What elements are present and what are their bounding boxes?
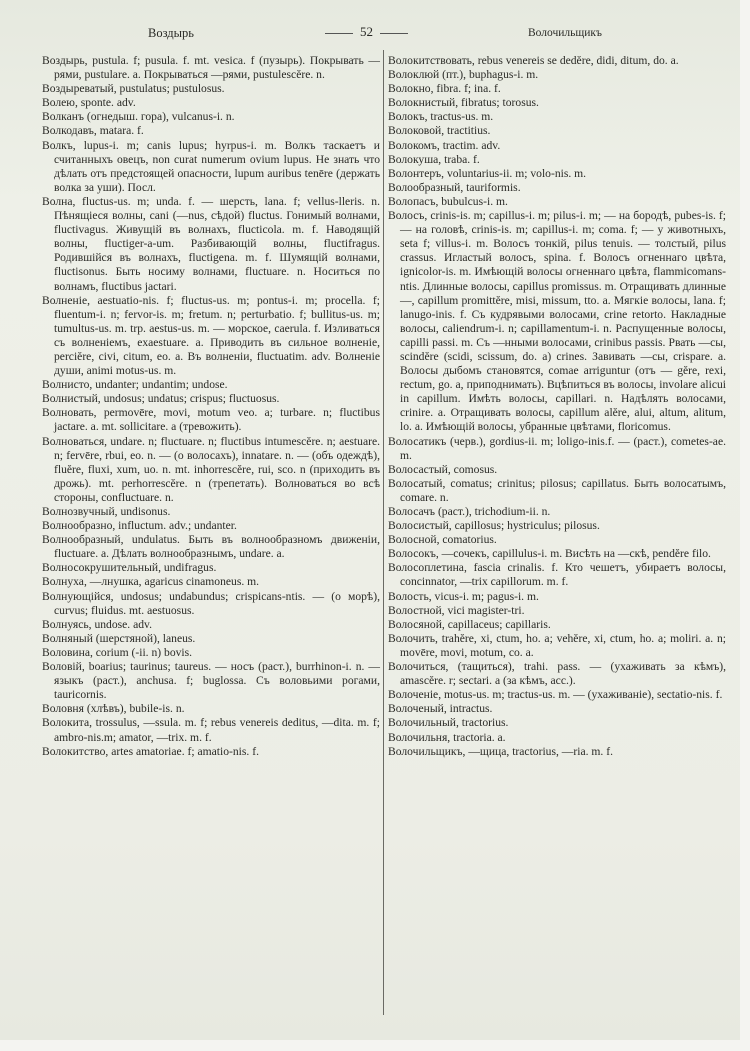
dictionary-entry: Волнистый, undosus; undatus; crispus; fluctuosus. [42, 392, 280, 406]
column-divider [383, 50, 384, 1015]
dictionary-entry: Волокуша, traba. f. [388, 152, 480, 166]
dictionary-entry: Волняный (шерстяной), laneus. [42, 631, 196, 645]
right-guideword: Волочильщикъ [528, 27, 602, 39]
dictionary-entry: Волость, vicus-i. m; pagus-i. m. [388, 589, 539, 603]
dictionary-entry: Воловня (хлѣвъ), bubile-is. n. [42, 702, 185, 716]
dictionary-entry: Воздырь, pustula. f; pusula. f. mt. vesica. f (пузырь). Покрывать —рями, pustulare. a. Покрываться —рями, pustulescĕre. n. [42, 54, 380, 82]
dictionary-entry: Волканъ (огнедыш. гора), vulcanus-i. n. [42, 110, 235, 124]
page-number: 52 [360, 24, 373, 39]
rule-left [325, 33, 353, 34]
dictionary-entry: Волокно, fibra. f; ina. f. [388, 82, 501, 96]
dictionary-entry: Волочильня, tractoria. a. [388, 730, 506, 744]
dictionary-entry: Волнисто, undanter; undantim; undose. [42, 378, 228, 392]
dictionary-entry: Волокъ, tractus-us. m. [388, 110, 494, 124]
page-bottom-margin [0, 1040, 750, 1051]
dictionary-entry: Волочиться, (тащиться), trahi. pass. — (ухаживать за кѣмъ), amascĕre. r; sectari. a (за кѣмъ, acc.). [388, 660, 726, 688]
left-column [42, 54, 380, 759]
dictionary-entry: Волосачъ (раст.), trichodium-ii. n. [388, 505, 551, 518]
dictionary-entry: Волосастый, comosus. [388, 462, 498, 476]
page-number-block [318, 24, 415, 40]
dictionary-entry: Волкодавъ, matara. f. [42, 124, 144, 138]
dictionary-entry: Волосъ, crinis-is. m; capillus-i. m; pilus-i. m; — на бородѣ, pubes-is. f; — на головѣ, crinis-is. m; capillus-i. m; coma. f; — у животныхъ, seta f; villus-i. m. Волосъ тонкій, pilus tenuis. — толстый, pilus crassus. Игластый волосъ, spina. f. Волосъ огненнаго цвѣта, ignicolor-is. m. Имѣющій волосы огненнаго цвѣта, flammicomans-ntis. Длинные волосы, capillus promissus. m. Отращивать длинные —, capillum promittĕre, misi, missum, tto. a. Мягкіе волосы, lana. f; lanugo-inis. f. Съ кудрявыми волосами, crine retorto. Накладные волосы, caliendrum-i. n; capillamentum-i. n. Распущенные волосы, capilli passi. m. Съ —нными волосами, crinibus passis. Рвать —сы, scindĕre (scidi, scissum, do. a) crines. Завивать —сы, crispare. a. Волосы дыбомъ становятся, comae arriguntur (отъ — gĕre, rexi, rectum, go. a, приподнимать). Вцѣпиться въ волосы, involare alicui in capillum. Имѣть волосы, capillari. n. Надѣлять волосами, crinire. a. Отращивать волосы, capillum alĕre, alui, altum, alitum, lo. a. Имѣющій волосы, убранные цвѣтами, floricomus. [388, 209, 726, 434]
dictionary-entry: Волокитствовать, rebus venereis se dedĕre, didi, ditum, do. a. [388, 54, 679, 67]
dictionary-entry: Волоклюй (пт.), buphagus-i. m. [388, 68, 539, 82]
page-header [0, 18, 740, 42]
dictionary-entry: Волосной, comatorius. [388, 533, 497, 547]
dictionary-entry: Волочильщикъ, —щица, tractorius, —ria. m. f. [388, 744, 613, 758]
dictionary-entry: Волокнистый, fibratus; torosus. [388, 96, 539, 110]
dictionary-entry: Волкъ, lupus-i. m; canis lupus; hyrpus-i. m. Волкъ таскаетъ и считанныхъ овецъ, non curat numerum ovium lupus. Не знать что дѣлать отъ предстоящей опасности, lupum auribus tenēre (держать волка за уши). Посл. [42, 138, 380, 194]
dictionary-entry: Воловій, boarius; taurinus; taureus. — носъ (раст.), burrhinon-i. n. — языкъ (раст.), anchusa. f; buglossa. Съ воловьими рогами, tauricornis. [42, 660, 380, 702]
dictionary-entry: Волочить, trahĕre, xi, ctum, ho. a; vehĕre, xi, ctum, ho. a; moliri. a. n; movēre, movi, motum, co. a. [388, 631, 726, 659]
dictionary-entry: Волненіе, aestuatio-nis. f; fluctus-us. m; pontus-i. m; procella. f; fluentum-i. n; fervor-is. m; fretum. n; perturbatio. f; bullitus-us. m; tumultus-us. m. trp. aestus-us. m. — морское, caerula. f. Изливаться съ волненіемъ, exaestuare. a. Приводить въ сильное волненіе, perciĕre, civi, citum, eo. a. Въ волненіи, fluctuatim. adv. Волненіе души, animi motus-us. m. [42, 293, 380, 378]
dictionary-entry: Волоковой, tractitius. [388, 124, 491, 138]
dictionary-entry: Волна, fluctus-us. m; unda. f. — шерсть, lana. f; vellus-lleris. n. Пѣнящіеся волны, cani (—nus, сѣдой) fluctus. Гонимый волнами, fluctivagus. Живущій въ волнахъ, flucticola. m. f. Наводящій волны, fluctiger-a-um. Разбивающій волны, fluctifragus. Родившійся въ волнахъ, fluctigena. m. f. Шумящій волнами, fluctisonus. Быть носиму волнами, fluctuare. n. Носиться по волнамъ, fluctibus jactari. [42, 194, 380, 293]
dictionary-entry: Волнуха, —лнушка, agaricus cinamoneus. m. [42, 575, 260, 589]
dictionary-entry: Волноваться, undare. n; fluctuare. n; fluctibus intumescĕre. n; aestuare. n; fervēre, rbui, eo. n. — (о волосахъ), innatare. n. — (объ одеждѣ), fluĕre, fluxi, xum, uo. n. mt. inhorrescĕre, rui, sco. n (приходить въ дрожь). mt. perhorrescĕre. n (трепетать). Волноваться во всѣ стороны, confluctuare. n. [42, 434, 380, 504]
dictionary-entry: Волею, sponte. adv. [42, 96, 136, 110]
dictionary-entry: Воловина, corium (-ii. n) bovis. [42, 645, 193, 659]
dictionary-entry: Волновать, permovēre, movi, motum veo. a; turbare. n; fluctibus jactare. a. mt. sollicitare. a (тревожить). [42, 406, 380, 434]
dictionary-entry: Волнуясь, undose. adv. [42, 617, 152, 631]
dictionary-entry: Воздыреватый, pustulatus; pustulosus. [42, 82, 225, 96]
dictionary-entry: Волосокъ, —сочекъ, capillulus-i. m. Висѣть на —скѣ, pendĕre filo. [388, 547, 711, 561]
dictionary-entry: Волочильный, tractorius. [388, 716, 509, 730]
dictionary-entry: Волосяной, capillaceus; capillaris. [388, 617, 551, 631]
dictionary-entry: Волокита, trossulus, —ssula. m. f; rebus venereis deditus, —dita. m. f; ambro-nis.m; amator, —trix. m. f. [42, 716, 380, 744]
dictionary-entry: Волнующійся, undosus; undabundus; crispicans-ntis. — (о морѣ), curvus; fluidus. mt. aestuosus. [42, 589, 380, 617]
rule-right [380, 33, 408, 34]
right-column [388, 54, 726, 759]
dictionary-entry: Волостной, vici magister-tri. [388, 603, 525, 617]
dictionary-entry: Волоченый, intractus. [388, 702, 493, 716]
dictionary-entry: Волокомъ, tractim. adv. [388, 138, 501, 152]
dictionary-entry: Волообразный, tauriformis. [388, 180, 521, 194]
dictionary-entry: Волносокрушительный, undifragus. [42, 561, 217, 575]
dictionary-entry: Волосистый, capillosus; hystriculus; pilosus. [388, 519, 600, 533]
dictionary-entry: Волнообразно, influctum. adv.; undanter. [42, 519, 237, 533]
dictionary-entry: Волнозвучный, undisonus. [42, 505, 171, 518]
dictionary-entry: Волонтеръ, voluntarius-ii. m; volo-nis. m. [388, 166, 587, 180]
dictionary-entry: Волокитство, artes amatoriae. f; amatio-nis. f. [42, 744, 259, 758]
page-edge [740, 0, 750, 1051]
dictionary-entry: Волосоплетина, fascia crinalis. f. Кто чешетъ, убираетъ волосы, concinnator, —trix capillorum. m. f. [388, 561, 726, 589]
dictionary-entry: Волопасъ, bubulcus-i. m. [388, 194, 508, 208]
dictionary-entry: Волосатый, comatus; crinitus; pilosus; capillatus. Быть волосатымъ, comare. n. [388, 476, 726, 504]
dictionary-entry: Волоченіе, motus-us. m; tractus-us. m. — (ухаживаніе), sectatio-nis. f. [388, 688, 723, 702]
dictionary-entry: Волнообразный, undulatus. Быть въ волнообразномъ движеніи, fluctuare. a. Дѣлать волнообразнымъ, undare. a. [42, 533, 380, 561]
left-guideword: Воздырь [148, 26, 195, 40]
dictionary-entry: Волосатикъ (черв.), gordius-ii. m; loligo-inis.f. — (раст.), cometes-ae. m. [388, 434, 726, 462]
